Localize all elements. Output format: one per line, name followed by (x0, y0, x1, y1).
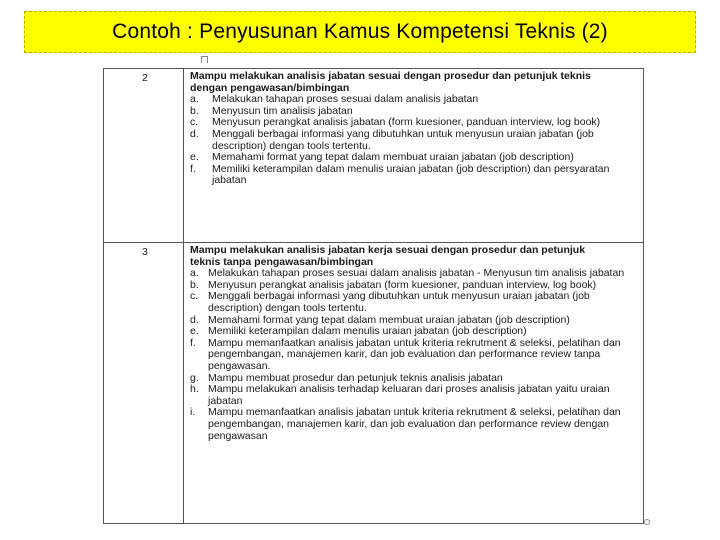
item-text: Mampu memanfaatkan analisis jabatan untuk kriteria rekrutment & seleksi, pelatihan dan pengembangan, manajemen karir, dan job evaluation dan performance review dengan pengawasan (208, 406, 621, 442)
item-label: i. (190, 406, 196, 419)
item-label: c. (190, 290, 199, 303)
list-item (190, 129, 642, 152)
item-text: Mampu membuat prosedur dan petunjuk teknis analisis jabatan (208, 371, 503, 384)
list-item (190, 164, 642, 187)
level-heading-line: teknis tanpa pengawasan/bimbingan (190, 255, 374, 268)
description-cell (190, 245, 642, 442)
item-text: Mampu memanfaatkan analisis jabatan untuk kriteria rekrutment & seleksi, pelatihan dan pengembangan, manajemen karir, dan job evaluation dan performance review tanpa pengawasan. (208, 336, 621, 372)
list-item (190, 338, 642, 373)
page-title: Contoh : Penyusunan Kamus Kompetensi Teknis (2) (112, 20, 608, 43)
level-number: 3 (142, 246, 148, 258)
level-heading-line: Mampu melakukan analisis jabatan kerja sesuai dengan prosedur dan petunjuk (190, 244, 586, 256)
list-item (190, 326, 642, 338)
description-cell (190, 71, 642, 187)
level-heading-line: dengan pengawasan/bimbingan (190, 81, 350, 94)
item-label: d. (190, 313, 199, 326)
item-text: Memahami format yang tepat dalam membuat uraian jabatan (job description) (208, 313, 570, 326)
item-text: Memahami format yang tepat dalam membuat uraian jabatan (job description) (212, 151, 574, 164)
table-row (104, 243, 643, 524)
item-text: Menggali berbagai informasi yang dibutuhkan untuk menyusun uraian jabatan (job description) dengan tools tertentu. (208, 290, 590, 314)
list-item (190, 384, 642, 407)
item-label: c. (190, 116, 199, 129)
item-label: g. (190, 371, 199, 384)
item-text: Memiliki keterampilan dalam menulis uraian jabatan (job description) dan persyaratan jabatan (212, 162, 610, 187)
item-label: a. (190, 267, 199, 280)
list-item (190, 291, 642, 314)
item-label: h. (190, 383, 199, 396)
list-item (190, 407, 642, 442)
item-label: a. (190, 93, 199, 106)
level-cell (104, 69, 184, 242)
table-corner-marker (201, 56, 208, 63)
item-text: Melakukan tahapan proses sesuai dalam analisis jabatan - Menyusun tim analisis jabatan (208, 267, 625, 280)
level-number: 2 (142, 72, 148, 84)
item-label: f. (190, 336, 196, 349)
item-label: e. (190, 151, 199, 164)
item-text: Menyusun perangkat analisis jabatan (form kuesioner, panduan interview, log book) (212, 116, 601, 129)
item-text: Memiliki keterampilan dalam menulis uraian jabatan (job description) (208, 325, 527, 338)
item-label: b. (190, 278, 199, 291)
item-label: d. (190, 127, 199, 140)
item-text: Menyusun perangkat analisis jabatan (form kuesioner, panduan interview, log book) (208, 278, 597, 291)
item-text: Menggali berbagai informasi yang dibutuhkan untuk menyusun uraian jabatan (job description) dengan tools tertentu. (212, 127, 594, 152)
table-row (104, 69, 643, 243)
level-heading-line: Mampu melakukan analisis jabatan sesuai dengan prosedur dan petunjuk teknis (190, 70, 591, 82)
item-text: Mampu melakukan analisis terhadap keluaran dari proses analisis jabatan yaitu uraian jabatan (208, 383, 610, 407)
item-label: f. (190, 162, 196, 175)
competency-table (103, 68, 644, 524)
list-item (190, 152, 642, 164)
level-cell (104, 243, 184, 524)
item-text: Melakukan tahapan proses sesuai dalam analisis jabatan (212, 93, 479, 106)
title-bar (24, 11, 696, 53)
item-text: Menyusun tim analisis jabatan (212, 104, 353, 117)
item-label: e. (190, 325, 199, 338)
resize-handle-dot (644, 519, 650, 525)
item-label: b. (190, 104, 199, 117)
